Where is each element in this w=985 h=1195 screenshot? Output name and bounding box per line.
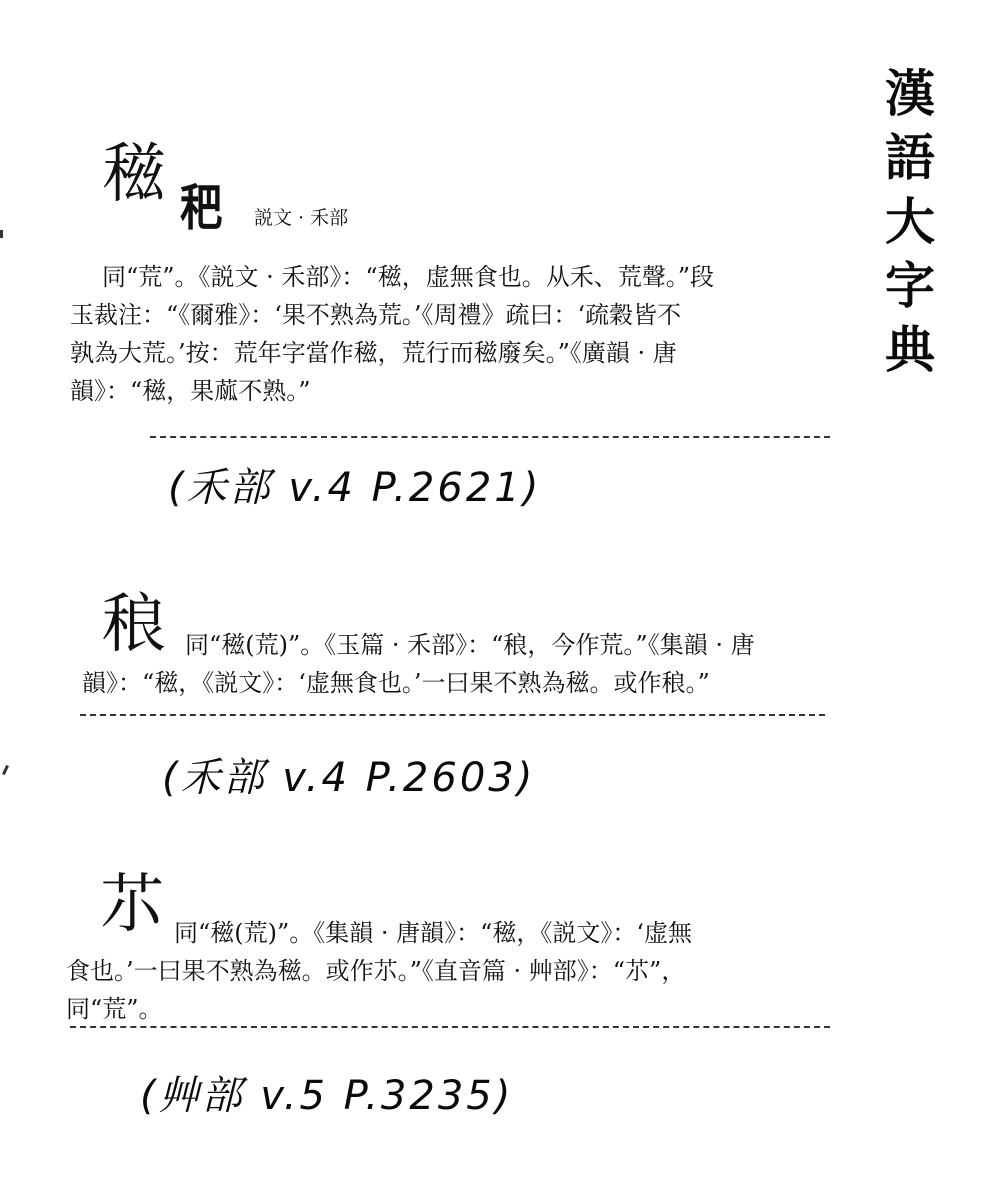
entry-3-definition: [66, 914, 836, 1028]
entry-2-separator: [80, 714, 825, 716]
entry-3-headword: 䒕: [100, 868, 164, 942]
entry-2-line: 同“稵(荒)”。《玉篇 · 禾部》：“稂，今作荒。”《集韻 · 唐: [185, 631, 755, 659]
entry-2-handwritten-note: (禾部 v.4 P.2603): [162, 755, 536, 801]
book-title: [878, 62, 942, 382]
book-title-char: 典: [885, 321, 935, 379]
book-title-char: 漢: [885, 65, 935, 123]
book-title-char: 大: [885, 193, 935, 251]
entry-1-line: 玉裁注：“《爾雅》：‘果不熟為荒。’《周禮》疏曰：‘疏穀皆不: [70, 301, 682, 329]
entry-1-separator: [150, 436, 830, 438]
scan-mark: [0, 230, 3, 238]
entry-1-seal-glyph: 𥝧: [180, 178, 221, 237]
entry-1-line: 孰為大荒。’按：荒年字當作稵，荒行而稵廢矣。”《廣韻 · 唐: [70, 339, 677, 367]
entry-2-headword: 稂: [102, 588, 166, 662]
entry-3-line: 食也。’一曰果不熟為稵。或作䒕。”《直音篇 · 艸部》：“䒕”，: [66, 957, 686, 985]
entry-1-handwritten-note: (禾部 v.4 P.2621): [168, 465, 542, 511]
entry-1-line: 同“荒”。《説文 · 禾部》：“稵，虚無食也。从禾、荒聲。”段: [102, 263, 714, 291]
book-title-char: 語: [885, 129, 935, 187]
entry-3-handwritten-note: (艸部 v.5 P.3235): [140, 1073, 514, 1119]
entry-2-line: 韻》：“稵，《説文》：‘虚無食也。’一曰果不熟為稵。或作稂。”: [82, 669, 710, 697]
entry-2-definition: [82, 626, 842, 702]
book-title-char: 字: [885, 257, 935, 315]
entry-3-line: 同“荒”。: [66, 995, 163, 1023]
entry-1-seal-source: 説文 · 禾部: [254, 207, 349, 229]
scan-mark: [2, 765, 9, 775]
entry-1-definition: [70, 258, 840, 410]
entry-1-line: 韻》：“稵，果蓏不熟。”: [70, 377, 311, 405]
entry-3-line: 同“稵(荒)”。《集韻 · 唐韻》：“稵，《説文》：‘虚無: [174, 919, 693, 947]
entry-1-headword: 稵: [102, 138, 166, 212]
entry-3-separator: [70, 1026, 830, 1028]
